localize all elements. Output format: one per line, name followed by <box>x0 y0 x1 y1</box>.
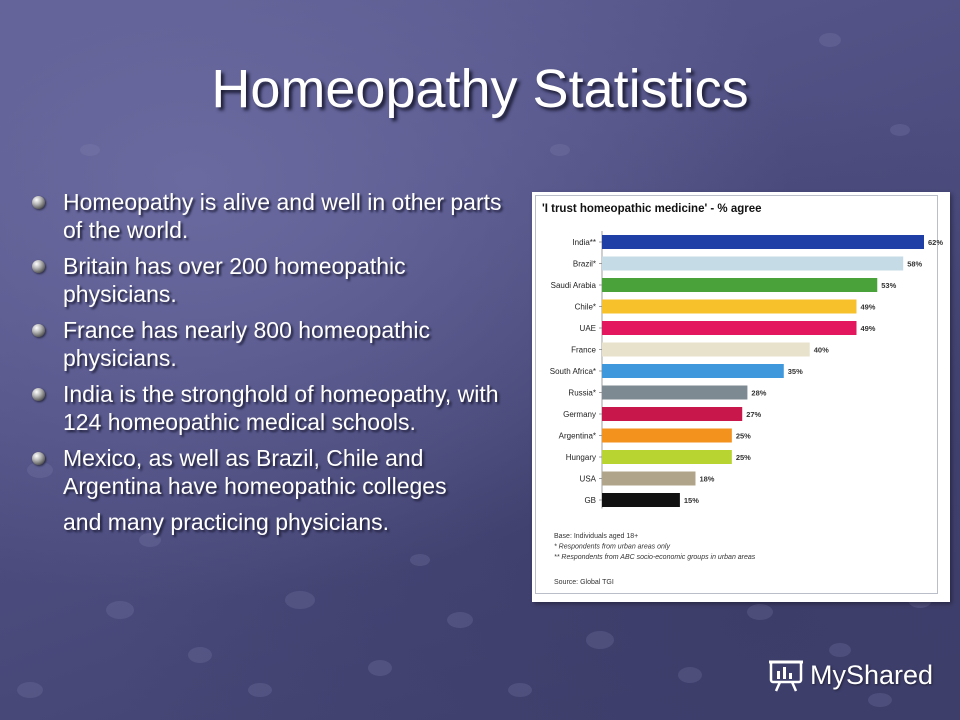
data-label: 49% <box>860 302 876 312</box>
data-label: 25% <box>735 431 751 441</box>
bar-saudiarabia <box>602 278 877 292</box>
bar-gb <box>602 493 680 507</box>
data-label: 18% <box>699 474 715 484</box>
bar-uae <box>602 321 856 335</box>
category-label: Germany <box>563 410 596 420</box>
chart-footnote: * Respondents from urban areas only <box>554 543 670 551</box>
category-label: Russia* <box>568 388 596 398</box>
category-label: Chile* <box>574 302 596 312</box>
bullet-text: France has nearly 800 homeopathic physicians. <box>63 317 430 371</box>
watermark <box>768 655 938 695</box>
bullet-item <box>30 380 525 436</box>
bar-germany <box>602 407 742 421</box>
data-label: 58% <box>907 259 923 269</box>
bullet-list <box>30 188 525 536</box>
bullet-item <box>30 252 525 308</box>
data-label: 40% <box>813 345 829 355</box>
slide-title: Homeopathy Statistics <box>211 59 749 119</box>
bullet-icon <box>32 452 45 465</box>
category-label: UAE <box>579 324 596 334</box>
chart-title: 'I trust homeopathic medicine' - % agree <box>542 203 762 215</box>
bullet-text: Homeopathy is alive and well in other parts of the world. <box>63 189 502 243</box>
bar-chart <box>532 192 950 602</box>
data-label: 62% <box>928 238 944 247</box>
bullet-text: Britain has over 200 homeopathic physicians. <box>63 253 406 307</box>
chart-footnote: ** Respondents from ABC socio-economic groups in urban areas <box>554 554 756 561</box>
bar-france <box>602 343 810 357</box>
presentation-board-icon <box>768 657 804 693</box>
bullet-text: India is the stronghold of homeopathy, with 124 homeopathic medical schools. <box>63 381 499 435</box>
bar-india <box>602 235 924 249</box>
category-label: GB <box>584 496 596 506</box>
bullet-text: Mexico, as well as Brazil, Chile and Argentina have homeopathic colleges <box>63 445 447 499</box>
category-label: Argentina* <box>558 431 596 441</box>
bullet-item <box>30 444 525 536</box>
bar-hungary <box>602 450 732 464</box>
data-label: 53% <box>881 281 897 290</box>
bar-brazil <box>602 257 903 271</box>
data-label: 25% <box>735 453 751 462</box>
bullet-icon <box>32 196 45 209</box>
chart-footnote: Base: Individuals aged 18+ <box>554 533 639 540</box>
bullet-item <box>30 316 525 372</box>
bullet-icon <box>32 324 45 337</box>
bullet-item <box>30 188 525 244</box>
category-label: France <box>571 345 596 355</box>
bar-argentina <box>602 429 732 443</box>
bullet-text-continuation: and many practicing physicians. <box>63 509 389 535</box>
bullet-icon <box>32 388 45 401</box>
category-label: India** <box>572 238 596 248</box>
data-label: 27% <box>746 410 762 419</box>
category-label: South Africa* <box>549 367 596 377</box>
category-label: USA <box>579 474 596 484</box>
data-label: 35% <box>787 367 803 376</box>
bar-usa <box>602 472 695 486</box>
bar-russia <box>602 386 747 400</box>
chart-source: Source: Global TGI <box>554 579 614 586</box>
data-label: 28% <box>751 388 767 398</box>
chart-panel <box>532 192 950 602</box>
bullet-icon <box>32 260 45 273</box>
category-label: Saudi Arabia <box>550 281 596 291</box>
data-label: 49% <box>860 324 876 333</box>
bar-chile <box>602 300 856 314</box>
bar-southafrica <box>602 364 784 378</box>
category-label: Hungary <box>565 453 596 463</box>
category-label: Brazil* <box>572 259 596 269</box>
watermark-text: MyShared <box>810 659 934 690</box>
data-label: 15% <box>683 496 699 505</box>
